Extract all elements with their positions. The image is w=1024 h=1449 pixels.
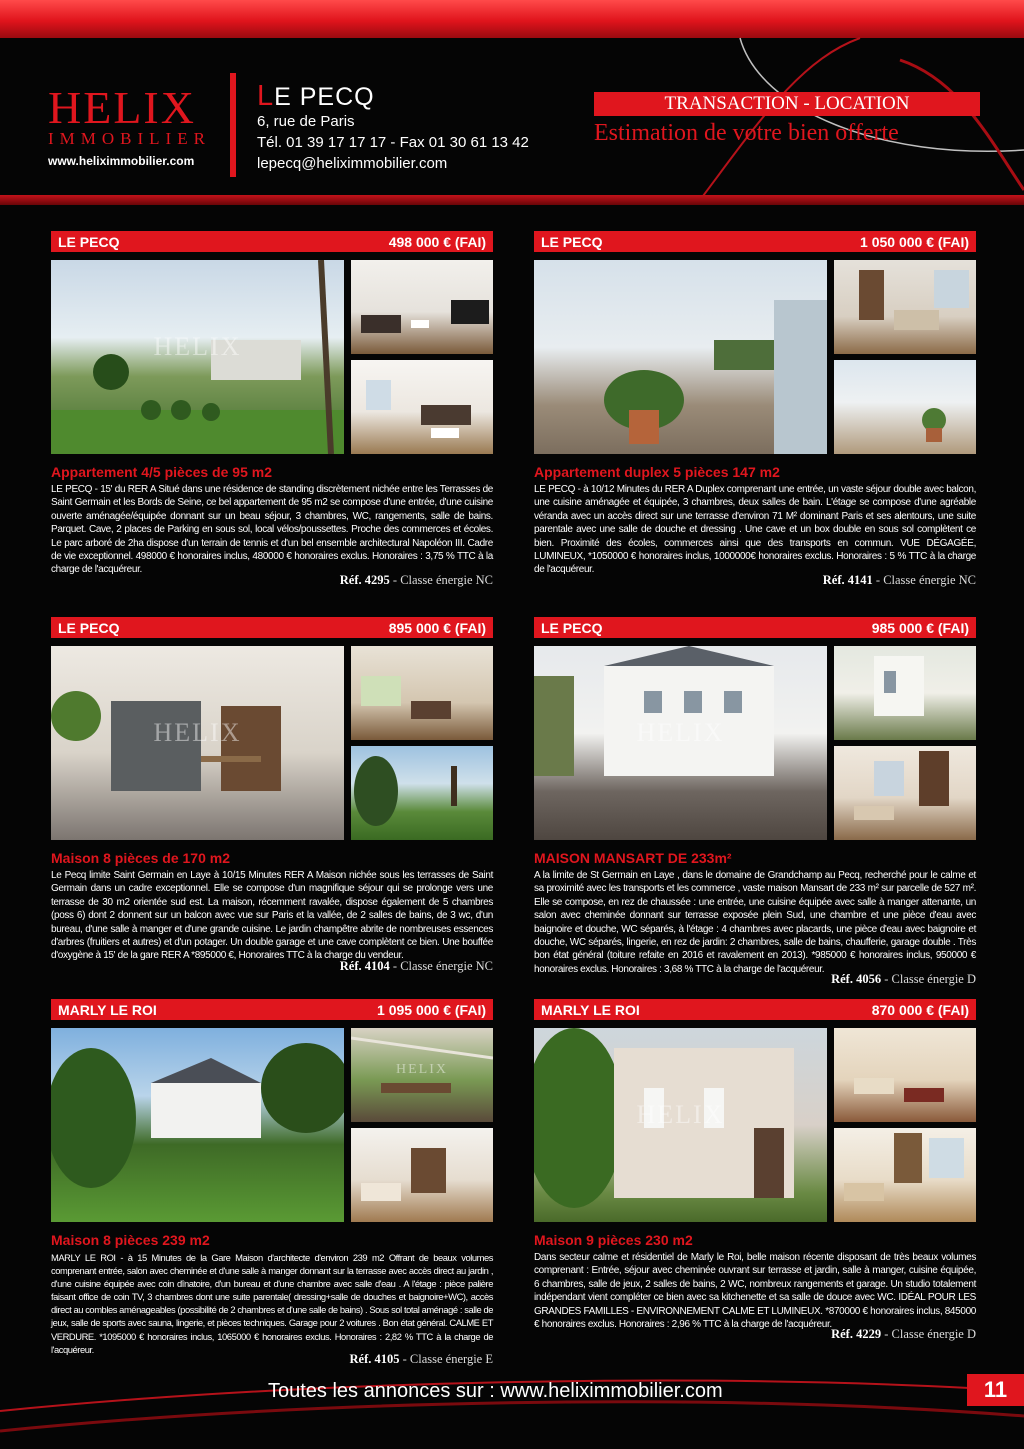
listing-reference (51, 1352, 493, 1367)
listing-photos (51, 1028, 493, 1222)
agency-address: 6, rue de Paris (257, 113, 355, 130)
listing-title: Appartement duplex 5 pièces 147 m2 (534, 464, 780, 480)
watermark: HELIX (636, 718, 725, 748)
listing-title: Maison 8 pièces de 170 m2 (51, 850, 230, 866)
listing-card[interactable] (534, 231, 976, 588)
listing-energy-class: - Classe énergie NC (872, 572, 976, 587)
living-room-photo-2[interactable] (351, 360, 493, 454)
listing-photos (51, 646, 493, 840)
listing-photos (534, 260, 976, 454)
listing-ref-number: Réf. 4295 (339, 572, 390, 587)
footer-website-text[interactable]: Toutes les annonces sur : www.heliximmobilier.com (268, 1380, 723, 1402)
listing-header (534, 999, 976, 1020)
tagline-estimation: Estimation de votre bien offerte (594, 120, 899, 146)
living-room-photo[interactable] (834, 746, 976, 840)
listing-card[interactable] (534, 999, 976, 1342)
page-number: 11 (967, 1374, 1024, 1406)
interior-photo[interactable] (351, 1128, 493, 1222)
listing-card[interactable] (51, 231, 493, 588)
listing-city: MARLY LE ROI (541, 1001, 640, 1018)
family-room-photo[interactable] (834, 1128, 976, 1222)
listing-card[interactable] (51, 617, 493, 974)
listing-ref-number: Réf. 4105 (349, 1351, 400, 1366)
watermark: HELIX (636, 1100, 725, 1130)
header-divider (230, 73, 236, 177)
listing-photos (534, 1028, 976, 1222)
tagline-transaction: TRANSACTION - LOCATION (594, 92, 980, 116)
agency-email[interactable]: lepecq@heliximmobilier.com (257, 155, 448, 172)
listing-ref-number: Réf. 4056 (831, 972, 882, 987)
salon-photo[interactable] (834, 260, 976, 354)
garden-photo[interactable] (51, 260, 344, 454)
agency-phone: Tél. 01 39 17 17 17 - Fax 01 30 61 13 42 (257, 134, 529, 151)
listing-header (51, 617, 493, 638)
listing-description: Dans secteur calme et résidentiel de Marly le Roi, belle maison récente disposant de très beaux volumes comprenant : Entrée, séjour avec cheminée ouvrant sur terrasse et jardin, salle à manger, cuisine équipée, 6 chambres, salle de jeux, 2 salles de bains, 2 WC, nombreux rangements et garage. Un studio totalement indépendant vient compléter ce bien avec sa kitchenette et sa salle de douce avec WC. IDÉAL POUR LES GRANDES FAMILLES - ENVIRONNEMENT CALME ET LUMINEUX. *870000 € honoraires inclus, 845000 € honoraires exclus. Honoraires : 2,96 % TTC à la charge de l'acquéreur. (534, 1252, 976, 1331)
listing-price: 985 000 € (FAI) (871, 619, 969, 636)
listing-title: Maison 8 pièces 239 m2 (51, 1232, 210, 1248)
recent-house-photo[interactable] (534, 1028, 827, 1222)
listing-price: 1 050 000 € (FAI) (860, 233, 969, 250)
salon-photo[interactable] (834, 1028, 976, 1122)
listing-photos (534, 646, 976, 840)
listing-city: MARLY LE ROI (58, 1001, 157, 1018)
listing-energy-class: - Classe énergie D (881, 1327, 976, 1342)
listing-description: LE PECQ - à 10/12 Minutes du RER A Duplex comprenant une entrée, un vaste séjour double avec balcon, une cuisine aménagée et équipée, 3 chambres, deux salles de bain. L'étage se compose d'une agréable véranda avec un accès direct sur une terrasse d'environ 71 M² dominant Paris et ses alentours, une suite parentale avec une salle de douche et dressing . Une cave et un box double en sous sol complètent ce bien. Proximité des écoles, commerces ainsi que des transports en commun. VUE DÉGAGÉE, LUMINEUX, *1050000 € honoraires inclus, 1000000€ honoraires exclus. Honoraires : 5 % TTC à la charge de l'acquéreur. (534, 484, 976, 576)
listing-description: Le Pecq limite Saint Germain en Laye à 10/15 Minutes RER A Maison nichée sous les terrasses de Saint Germain dans un cadre exceptionnel. Elle se compose d'un magnifique séjour qui se prolonge vers une terrasse de 30 m2 orientée sud est. La maison, récemment ravalée, dispose également de 5 chambres (poss 6) dont 2 donnent sur un balcon avec vue sur Paris et la vallée, de 2 salles de bains, de 3 wc, d'un bureau, d'une salle à manger et d'une grande cuisine. Le jardin champêtre abrite de nombreuses essences d'arbres (fruitiers et autres) et d'un potager. Un double garage et une cave complètent ce bien. Une bouffée d'oxygène à 15' de la gare RER A *895000 €, Honoraires TTC à la charge du vendeur. (51, 870, 493, 962)
listing-price: 895 000 € (FAI) (388, 619, 486, 636)
listing-description: MARLY LE ROI - à 15 Minutes de la Gare Maison d'architecte d'environ 239 m2 Offrant de beaux volumes comprenant entrée, salon avec cheminée et d'une salle à manger donnant sur la terrasse avec accès direct au jardin , d'une cuisine équipée avec coin dînatoire, d'un bureau et d'une chambre avec salle d'eau . A l'étage : pièce palière faisant office de coin TV, 3 chambres dont une suite parentale( dressing+salle de douches et baignoire+WC), accès direct au combles aménageables (possibilité de 2 chambres et d'une salle de bains) . Sous sol total aménagé : salle de jeux, salle de sports avec sauna, lingerie, et pièces techniques. Garage pour 2 voitures . Bon état général. CALME ET VERDURE. *1095000 € honoraires inclus, 1065000 € honoraires exclus. Honoraires : 2,82 % TTC à la charge de l'acquéreur. (51, 1252, 493, 1355)
agency-name-initial: L (257, 80, 275, 112)
listing-energy-class: - Classe énergie D (881, 972, 976, 987)
listing-city: LE PECQ (58, 233, 120, 250)
listing-ref-number: Réf. 4229 (831, 1327, 882, 1342)
watermark: HELIX (396, 1062, 448, 1078)
view-photo[interactable] (834, 360, 976, 454)
listing-photos (51, 260, 493, 454)
terrace-photo[interactable] (534, 260, 827, 454)
header-bottom-band (0, 195, 1024, 205)
listing-description: LE PECQ - 15' du RER A Situé dans une résidence de standing discrètement nichée entre les Terrasses de Saint Germain et les Bords de Seine, ce bel appartement de 95 m2 se compose d'une entrée, d'une cuisine ouverte aménagée/équipée donnant sur un beau séjour, 3 chambres, WC, rangements, salle de bains. Parquet. Cave, 2 places de Parking en sous sol, local vélos/poussettes. Proche des commerces et écoles. Le parc arboré de 2ha dispose d'un terrain de tennis et d'un bel ensemble architectural Napoléon III. Cadre de vie exceptionnel. 498000 € honoraires inclus, 480000 € honoraires exclus. Honoraires : 3,75 % TTC à la charge de l'acquéreur. (51, 484, 493, 576)
listing-header (51, 999, 493, 1020)
listing-city: LE PECQ (541, 233, 603, 250)
listing-energy-class: - Classe énergie NC (389, 958, 493, 973)
agency-name-rest: E PECQ (274, 83, 375, 111)
listing-energy-class: - Classe énergie E (399, 1351, 493, 1366)
architect-house-photo[interactable] (51, 1028, 344, 1222)
listing-price: 870 000 € (FAI) (871, 1001, 969, 1018)
house-side-photo[interactable] (834, 646, 976, 740)
listing-card[interactable] (51, 999, 493, 1367)
listing-ref-number: Réf. 4141 (822, 572, 873, 587)
listing-reference (534, 573, 976, 588)
listing-title: Appartement 4/5 pièces de 95 m2 (51, 464, 272, 480)
agency-name (257, 82, 529, 111)
listing-description: A la limite de St Germain en Laye , dans le domaine de Grandchamp au Pecq, recherché pour le calme et sa proximité avec les transports et les commerce , vaste maison Mansart de 233 m² sur parcelle de 527 m². Elle se compose, en rez de chaussée : une entrée, une cuisine équipée avec salle à manger attenante, un salon avec cheminée donnant sur terrasse exposée plein Sud, une chambre et une pièce d'eau avec baignoire et douche, WC séparés, à l'étage : 4 chambres avec placards, une pièce d'eau avec baignoire et douche, WC séparés, lingerie, en rez de jardin: 2 chambres, salle de bains, chaufferie, garage double . Très bon état général (toiture refaite en 2016 et ravalement en 2013). *985000 € honoraires inclus, 950000 € honoraires exclus. Honoraires : 3,68 % TTC à la charge de l'acquéreur. (534, 870, 976, 975)
listing-title: Maison 9 pièces 230 m2 (534, 1232, 693, 1248)
helix-logo[interactable] (48, 82, 211, 168)
logo-subtitle: IMMOBILIER (48, 129, 211, 148)
listing-ref-number: Réf. 4104 (339, 958, 390, 973)
listing-title: MAISON MANSART DE 233m² (534, 850, 732, 866)
pergola-terrace-photo[interactable] (351, 1028, 493, 1122)
watermark: HELIX (153, 718, 242, 748)
listing-header (534, 617, 976, 638)
listing-city: LE PECQ (541, 619, 603, 636)
listing-city: LE PECQ (58, 619, 120, 636)
listing-price: 1 095 000 € (FAI) (377, 1001, 486, 1018)
listing-card[interactable] (534, 617, 976, 987)
listing-header (51, 231, 493, 252)
agency-block (257, 82, 529, 174)
interior-photo[interactable] (351, 646, 493, 740)
logo-url[interactable]: www.heliximmobilier.com (48, 154, 195, 168)
logo-wordmark: HELIX (48, 82, 196, 133)
watermark: HELIX (153, 332, 242, 362)
listing-price: 498 000 € (FAI) (388, 233, 486, 250)
listing-energy-class: - Classe énergie NC (389, 572, 493, 587)
living-room-photo[interactable] (351, 260, 493, 354)
garden-view-photo[interactable] (351, 746, 493, 840)
mansart-house-photo[interactable] (534, 646, 827, 840)
house-terrace-photo[interactable] (51, 646, 344, 840)
listing-header (534, 231, 976, 252)
